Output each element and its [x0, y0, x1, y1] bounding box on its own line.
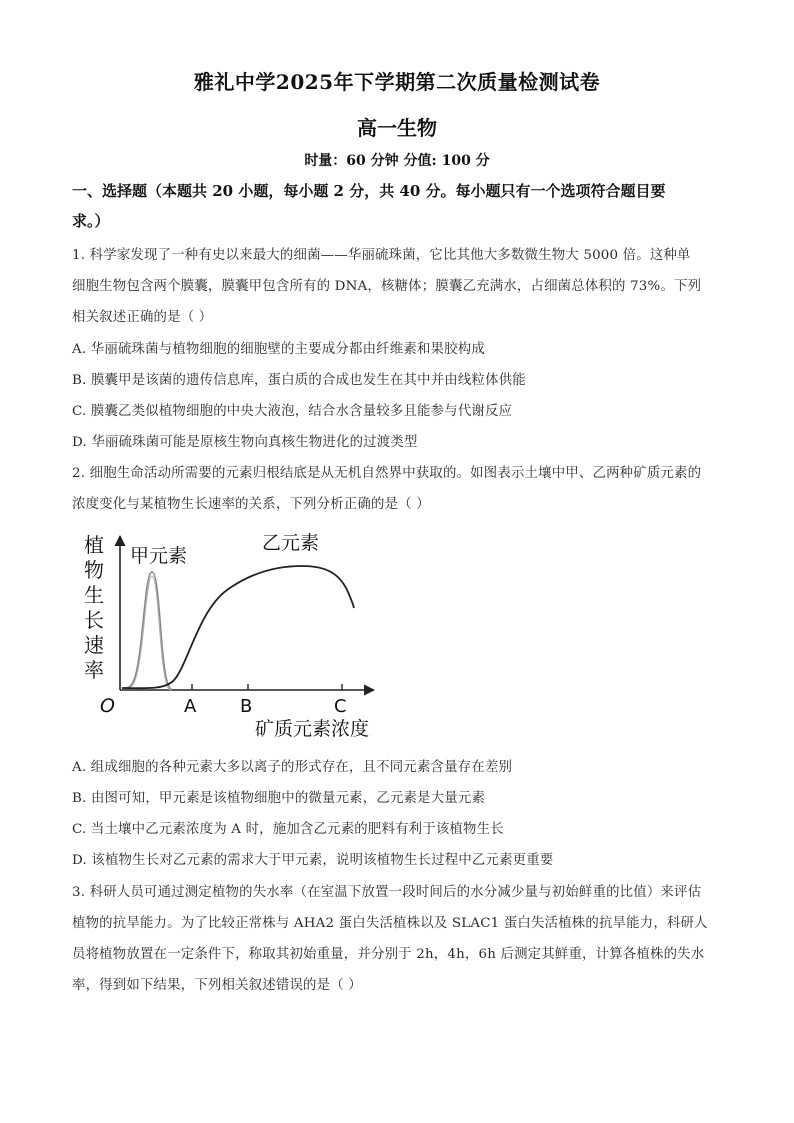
q1-option-a: A. 华丽硫珠菌与植物细胞的细胞壁的主要成分都由纤维素和果胶构成	[72, 342, 485, 357]
section-heading-line-1: 一、选择题（本题共 20 小题，每小题 2 分，共 40 分。每小题只有一个选项符合题目要	[72, 182, 666, 200]
y-axis-label-char: 速	[84, 633, 104, 657]
tick-label-a: A	[184, 696, 197, 717]
q1-option-d: D. 华丽硫珠菌可能是原核生物向真核生物进化的过渡类型	[72, 435, 418, 450]
growth-rate-figure	[72, 522, 402, 752]
q1-stem-line: 相关叙述正确的是（ ）	[72, 310, 213, 325]
q2-option-b: B. 由图可知，甲元素是该植物细胞中的微量元素，乙元素是大量元素	[72, 791, 486, 806]
y-axis-label-char: 植	[84, 533, 104, 557]
q2-option-a: A. 组成细胞的各种元素大多以离子的形式存在，且不同元素含量存在差别	[72, 760, 513, 775]
q2-option-c: C. 当土壤中乙元素浓度为 A 时，施加含乙元素的肥料有利于该植物生长	[72, 822, 504, 837]
q3-stem-line: 植物的抗旱能力。为了比较正常株与 AHA2 蛋白失活植株以及 SLAC1 蛋白失活植株的抗旱能力，科研人	[72, 916, 708, 931]
x-axis-label: 矿质元素浓度	[255, 718, 370, 740]
q2-stem-line: 2. 细胞生命活动所需要的元素归根结底是从无机自然界中获取的。如图表示土壤中甲、乙两种矿质元素的	[72, 466, 702, 481]
q3-stem-line: 率，得到如下结果，下列相关叙述错误的是（ ）	[72, 978, 362, 993]
origin-label: O	[100, 695, 115, 717]
exam-meta: 时量：60 分钟 分值: 100 分	[304, 153, 490, 169]
exam-title: 雅礼中学2025年下学期第二次质量检测试卷	[193, 70, 601, 94]
tick-label-b: B	[240, 696, 253, 717]
q1-option-c: C. 膜囊乙类似植物细胞的中央大液泡，结合水含量较多且能参与代谢反应	[72, 404, 513, 419]
tick-label-c: C	[334, 696, 347, 717]
y-axis-label-char: 物	[84, 558, 104, 582]
y-axis-label-char: 长	[84, 608, 104, 632]
q3-stem-line: 3. 科研人员可通过测定植物的失水率（在室温下放置一段时间后的水分减少量与初始鲜重的比值）来评估	[72, 885, 702, 900]
curve-jia-label: 甲元素	[130, 545, 188, 567]
y-axis-label-char: 率	[84, 658, 104, 682]
subject-title: 高一生物	[357, 116, 437, 140]
q2-option-d: D. 该植物生长对乙元素的需求大于甲元素，说明该植物生长过程中乙元素更重要	[72, 853, 554, 868]
q2-stem-line: 浓度变化与某植物生长速率的关系，下列分析正确的是（ ）	[72, 497, 430, 512]
q3-stem-line: 员将植物放置在一定条件下，称取其初始重量，并分别于 2h，4h，6h 后测定其鲜重，计算各植株的失水	[72, 947, 705, 962]
q1-stem-line: 细胞生物包含两个膜囊，膜囊甲包含所有的 DNA，核糖体；膜囊乙充满水，占细菌总体积的 73%。下列	[72, 279, 702, 294]
curve-jia	[126, 572, 172, 690]
y-axis-label-char: 生	[84, 583, 104, 607]
q1-stem-line: 1. 科学家发现了一种有史以来最大的细菌——华丽硫珠菌，它比其他大多数微生物大 5000 倍。这种单	[72, 248, 691, 263]
section-heading-line-2: 求。）	[72, 212, 110, 230]
curve-yi-label: 乙元素	[262, 532, 320, 554]
q1-option-b: B. 膜囊甲是该菌的遗传信息库，蛋白质的合成也发生在其中并由线粒体供能	[72, 373, 526, 388]
